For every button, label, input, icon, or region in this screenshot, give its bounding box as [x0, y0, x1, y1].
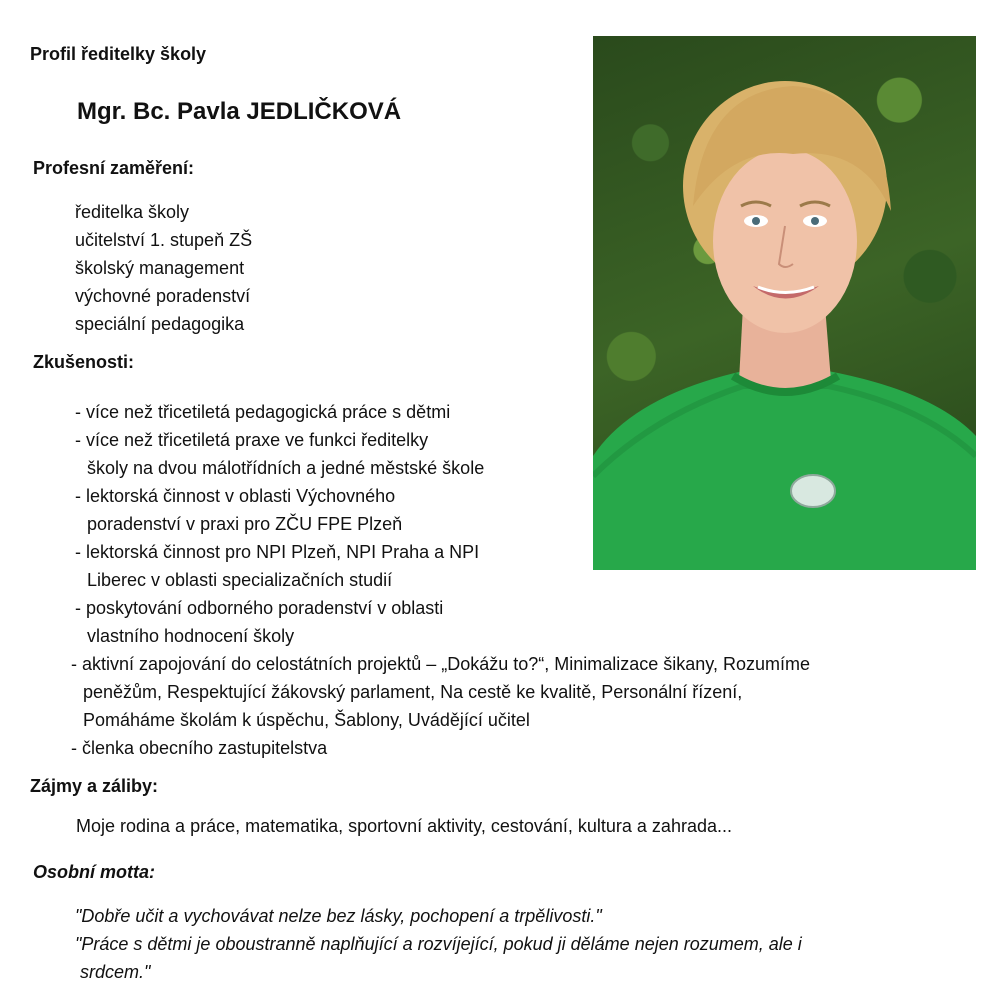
motto-line: srdcem."	[80, 962, 151, 982]
person-name: Mgr. Bc. Pavla JEDLIČKOVÁ	[77, 98, 402, 125]
list-item: - poskytování odborného poradenství v oblasti	[75, 598, 444, 618]
list-item: ředitelka školy	[75, 202, 190, 222]
list-item: - lektorská činnost pro NPI Plzeň, NPI Praha a NPI	[75, 542, 480, 562]
mottos-heading: Osobní motta:	[33, 862, 155, 882]
list-item: peněžům, Respektující žákovský parlament, Na cestě ke kvalitě, Personální řízení,	[83, 682, 743, 702]
motto-line: "Dobře učit a vychovávat nelze bez lásky, pochopení a trpělivosti."	[75, 906, 602, 926]
list-item: výchovné poradenství	[75, 286, 251, 306]
list-item: Liberec v oblasti specializačních studií	[87, 570, 393, 590]
list-item: poradenství v praxi pro ZČU FPE Plzeň	[87, 514, 403, 534]
list-item: - více než třicetiletá praxe ve funkci ředitelky	[75, 430, 429, 450]
list-item: - více než třicetiletá pedagogická práce s dětmi	[75, 402, 451, 422]
list-item: Pomáháme školám k úspěchu, Šablony, Uvádějící učitel	[83, 710, 530, 730]
list-item: školský management	[75, 258, 245, 278]
list-item: vlastního hodnocení školy	[87, 626, 295, 646]
list-item: učitelství 1. stupeň ZŠ	[75, 230, 253, 250]
list-item: - lektorská činnost v oblasti Výchovného	[75, 486, 396, 506]
hobbies-text: Moje rodina a práce, matematika, sportovní aktivity, cestování, kultura a zahrada...	[76, 816, 732, 836]
focus-list	[75, 198, 252, 338]
list-item: speciální pedagogika	[75, 314, 245, 334]
hobbies-heading: Zájmy a záliby:	[30, 776, 159, 796]
focus-heading: Profesní zaměření:	[33, 158, 195, 178]
portrait-illustration	[593, 36, 976, 570]
motto-line: "Práce s dětmi je oboustranně naplňující a rozvíjející, pokud ji děláme nejen rozumem, ale i	[75, 934, 802, 954]
list-item: - aktivní zapojování do celostátních projektů – „Dokážu to?“, Minimalizace šikany, Rozumíme	[71, 654, 810, 674]
list-item: - členka obecního zastupitelstva	[71, 738, 328, 758]
portrait-photo	[593, 36, 976, 570]
experience-heading: Zkušenosti:	[33, 352, 135, 372]
list-item: školy na dvou málotřídních a jedné městské škole	[87, 458, 485, 478]
mottos-block	[75, 902, 802, 986]
page-title: Profil ředitelky školy	[30, 44, 207, 64]
